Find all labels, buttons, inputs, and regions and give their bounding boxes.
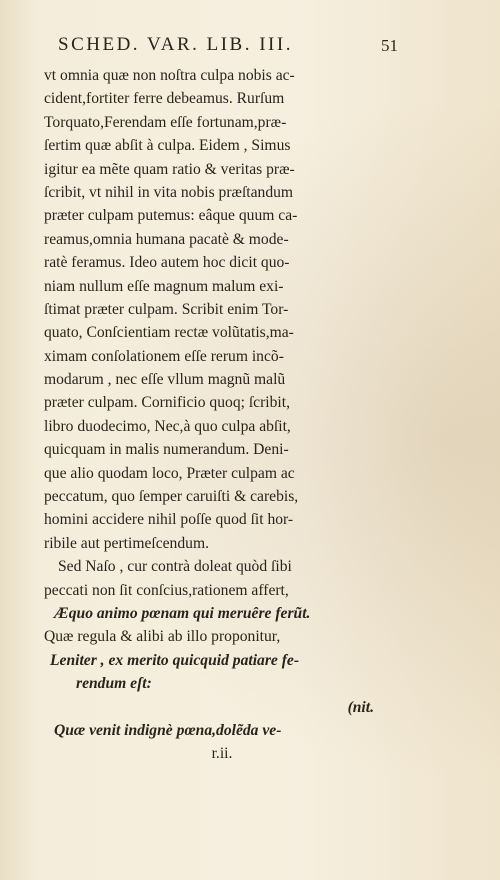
text-line: homini accidere nihil poſſe quod ſit hor- xyxy=(44,511,294,529)
text-line: peccatum, quo ſemper caruiſti & carebis, xyxy=(44,488,299,506)
text-line: ximam conſolationem eſſe rerum incõ- xyxy=(44,347,284,365)
text-line: ſcribit, vt nihil in vita nobis præſtandum xyxy=(44,183,294,201)
text-line: ſtimat præter culpam. Scribit enim Tor- xyxy=(44,300,289,318)
text-line: ratè feramus. Ideo autem hoc dicit quo- xyxy=(44,254,290,272)
text-line: libro duodecimo, Nec,à quo culpa abſit, xyxy=(44,417,291,435)
text-line: vt omnia quæ non noſtra culpa nobis ac- xyxy=(44,67,295,84)
text-line: cident,fortiter ferre debeamus. Rurſum xyxy=(44,90,285,108)
running-head: SCHED. VAR. LIB. III. xyxy=(58,34,293,55)
text-line: reamus,omnia humana pacatè & mode- xyxy=(44,230,289,248)
text-line: Torquato,Ferendam eſſe fortunam,præ- xyxy=(44,113,287,131)
verse-quote: (nit. xyxy=(347,698,374,716)
page-number: 51 xyxy=(381,36,398,55)
text-line: ſertim quæ abſit à culpa. Eidem , Simus xyxy=(44,137,291,155)
verse-quote: rendum eſt: xyxy=(76,675,152,693)
text-line: modarum , nec eſſe vllum magnũ malũ xyxy=(44,371,286,389)
text-line: præter culpam. Cornificio quoq; ſcribit, xyxy=(44,394,290,412)
text-line: ribile aut pertimeſcendum. xyxy=(44,534,209,552)
text-line: niam nullum eſſe magnum malum exi- xyxy=(44,277,284,295)
body-text xyxy=(44,64,400,766)
text-line: que alio quodam loco, Præter culpam ac xyxy=(44,464,295,482)
text-line: quato, Conſcientiam rectæ volũtatis,ma- xyxy=(44,324,294,342)
verse-quote: Leniter , ex merito quicquid patiare fe- xyxy=(50,651,300,669)
text-line: quicquam in malis numerandum. Deni- xyxy=(44,441,289,459)
text-line: præter culpam putemus: eâque quum ca- xyxy=(44,207,298,225)
paragraph-line: peccati non ſit conſcius,rationem affert, xyxy=(44,581,289,599)
signature-mark: r.ii. xyxy=(211,745,233,763)
verse-quote: Quæ venit indignè pœna,dolẽda ve- xyxy=(54,721,282,739)
paragraph-line: Quæ regula & alibi ab illo proponitur, xyxy=(44,628,281,646)
verse-quote: Æquo animo pœnam qui meruêre ferũt. xyxy=(54,604,311,622)
text-line: igitur ea mẽte quam ratio & veritas præ- xyxy=(44,160,295,178)
paragraph-line: Sed Naſo , cur contrà doleat quòd ſibi xyxy=(58,558,292,576)
